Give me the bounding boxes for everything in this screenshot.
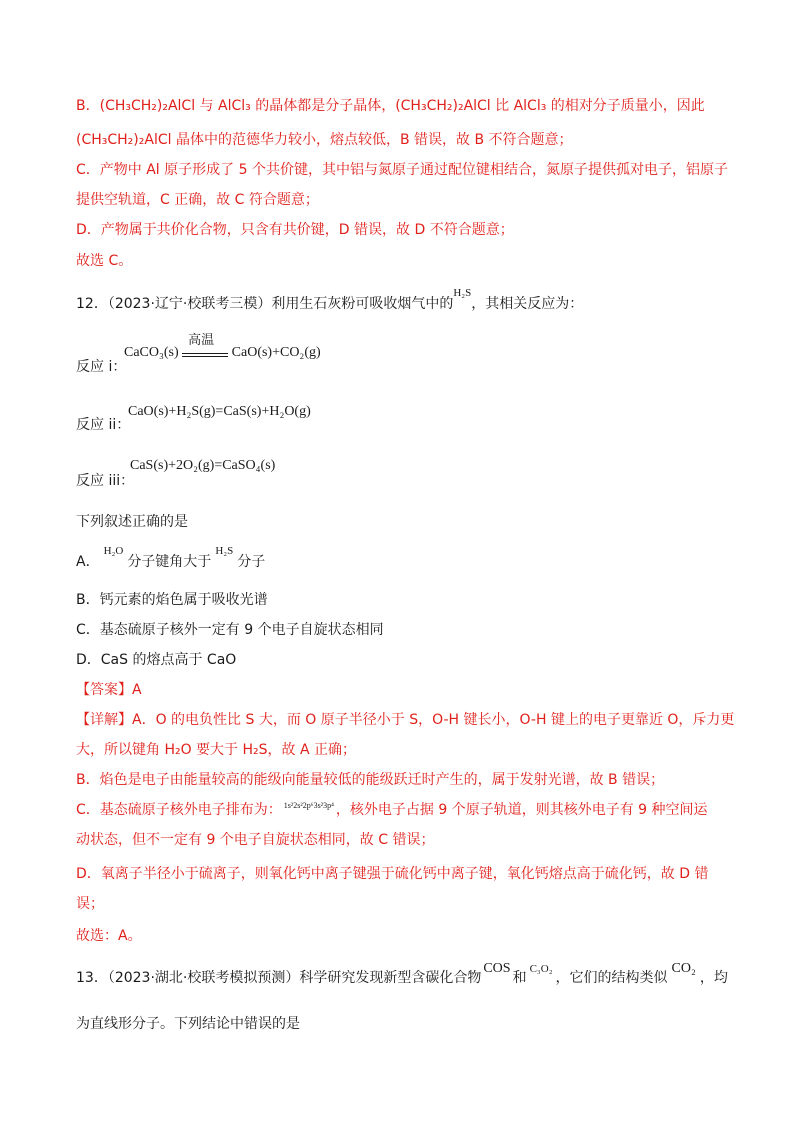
q12-conclusion: 故选：A。	[76, 928, 142, 944]
reaction1-equation	[124, 332, 321, 363]
option-a-mid: 分子键角大于	[127, 554, 212, 570]
q12-detail-a-line2: 大，所以键角 H₂O 要大于 H₂S，故 A 正确；	[76, 742, 357, 758]
q12-stem-formula: H₂S	[453, 287, 472, 299]
explanation-conclusion: 故选 C。	[76, 253, 133, 269]
q12-prompt: 下列叙述正确的是	[76, 514, 188, 530]
q13-stem-line1	[76, 961, 740, 989]
explanation-b-line1: B．(CH₃CH₂)₂AlCl 与 AlCl₃ 的晶体都是分子晶体，(CH₃CH₂)₂AlCl 比 AlCl₃ 的相对分子质量小，因此	[76, 98, 705, 114]
explanation-b-line2: (CH₃CH₂)₂AlCl 晶体中的范德华力较小，熔点较低，B 错误，故 B 不符合题意；	[76, 132, 573, 148]
high-temp-arrow	[182, 332, 228, 363]
q13-middle: ，它们的结构类似	[555, 970, 668, 986]
option-a-suffix: 分子	[237, 554, 266, 570]
reaction3-label: 反应 iii：	[76, 473, 135, 489]
reaction3-equation: CaS(s)+2O₂(g)=CaSO₄(s)	[130, 458, 276, 473]
q13-stem-prefix: 13．（2023·湖北·校联考模拟预测）科学研究发现新型含碳化合物	[76, 970, 482, 986]
q12-option-b: B．钙元素的焰色属于吸收光谱	[76, 592, 268, 608]
q12-detail-d-line1: D．氧离子半径小于硫离子，则氧化钙中离子键强于硫化钙中离子键，氧化钙熔点高于硫化钙，故 D 错	[76, 866, 709, 882]
q13-suffix: ，均	[699, 970, 728, 986]
option-a-formula2: H₂S	[215, 545, 234, 557]
q12-detail-a-line1: 【详解】A．O 的电负性比 S 大，而 O 原子半径小于 S，O-H 键长小，O-H 键上的电子更靠近 O，斥力更	[76, 712, 735, 728]
q13-stem-line2: 为直线形分子。下列结论中错误的是	[76, 1016, 300, 1032]
q12-option-a	[76, 545, 740, 573]
q12-option-d: D．CaS 的熔点高于 CaO	[76, 652, 237, 668]
q12-option-c: C．基态硫原子核外一定有 9 个电子自旋状态相同	[76, 622, 384, 638]
reaction2-label: 反应 ii：	[76, 417, 131, 433]
q12-detail-d-line2: 误；	[76, 896, 104, 912]
reaction1-label: 反应 i：	[76, 359, 127, 375]
reaction1-left: CaCO₃(s)	[124, 345, 179, 361]
option-a-prefix: A．	[76, 554, 100, 570]
q12-detail-b: B．焰色是电子由能量较高的能级向能量较低的能级跃迁时产生的，属于发射光谱，故 B 错误；	[76, 772, 665, 788]
reaction2-equation: CaO(s)+H₂S(g)=CaS(s)+H₂O(g)	[128, 404, 311, 419]
explanation-c-line1: C．产物中 Al 原子形成了 5 个共价键，其中铝与氮原子通过配位键相结合，氮原子提供孤对电子，铝原子	[76, 162, 728, 178]
q13-and: 和	[512, 970, 527, 986]
electron-configuration: 1s²2s²2p⁶3s²3p⁴	[283, 801, 334, 810]
explanation-c-line2: 提供空轨道，C 正确，故 C 符合题意；	[76, 192, 319, 208]
detail-c-suffix: ，核外电子占据 9 个原子轨道，则其核外电子有 9 种空间运	[335, 802, 708, 818]
detail-c-prefix: C．基态硫原子核外电子排布为：	[76, 802, 282, 818]
option-a-formula1: H₂O	[103, 545, 124, 557]
q12-detail-c-line1	[76, 800, 740, 822]
q12-answer: 【答案】A	[76, 682, 142, 698]
q13-formula-cos: COS	[483, 961, 511, 976]
q13-formula-c3o2: C₃O₂	[529, 963, 553, 975]
q12-stem	[76, 287, 740, 315]
q13-formula-co2: CO₂	[671, 961, 696, 976]
q12-stem-prefix: 12．（2023·辽宁·校联考三模）利用生石灰粉可吸收烟气中的	[76, 296, 454, 312]
q12-detail-c-line2: 动状态，但不一定有 9 个电子自旋状态相同，故 C 错误；	[76, 832, 435, 848]
q12-stem-suffix: ，其相关反应为：	[471, 296, 584, 312]
explanation-d-line: D．产物属于共价化合物，只含有共价键，D 错误，故 D 不符合题意；	[76, 222, 514, 238]
reaction1-condition: 高温	[188, 332, 215, 347]
reaction1-right: CaO(s)+CO₂(g)	[231, 345, 321, 361]
